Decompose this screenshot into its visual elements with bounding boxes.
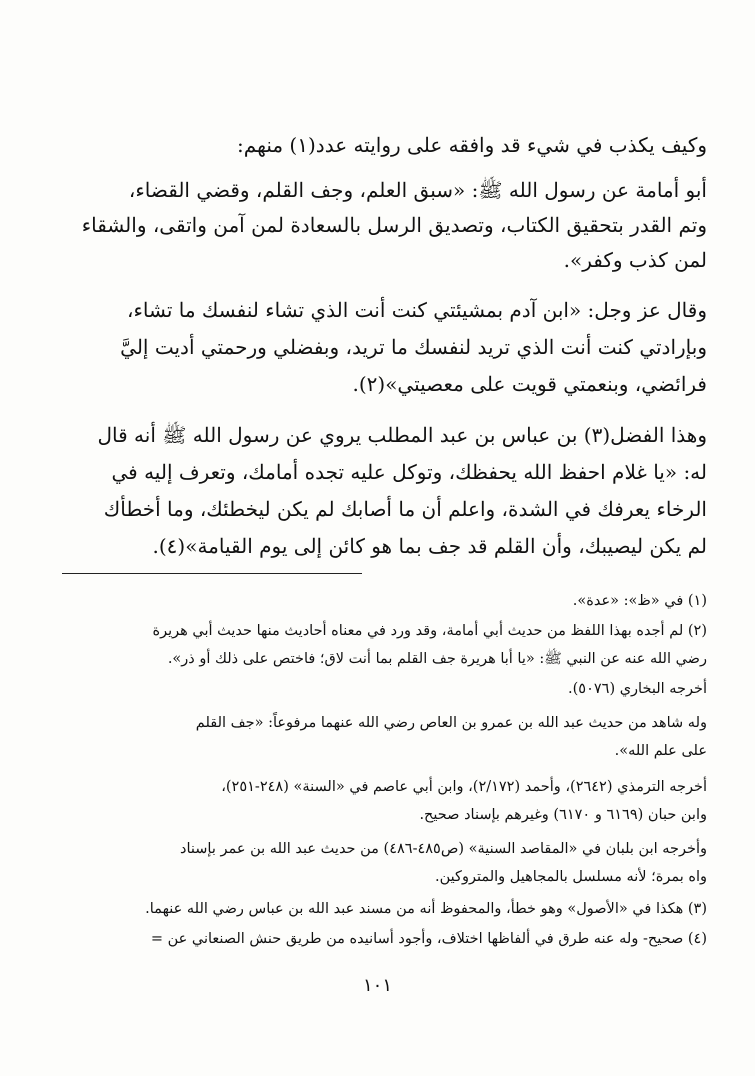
paragraph-1-line: أبو أمامة عن رسول الله ﷺ: «سبق العلم، وجف القلم، وقضي القضاء،: [128, 178, 707, 202]
footnote-line: رضي الله عنه عن النبي ﷺ: «يا أبا هريرة جف القلم بما أنت لاق؛ فاختص على ذلك أو ذر».: [167, 651, 707, 667]
intro-line: وكيف يكذب في شيء قد وافقه على روايته عدد(١) منهم:: [237, 133, 707, 157]
paragraph-1-line: لمن كذب وكفر».: [563, 248, 707, 272]
footnote-line: وله شاهد من حديث عبد الله بن عمرو بن العاص رضي الله عنهما مرفوعاً: «جف القلم: [195, 715, 707, 731]
paragraph-1-line: وتم القدر بتحقيق الكتاب، وتصديق الرسل بالسعادة لمن آمن واتقى، والشقاء: [81, 213, 707, 237]
footnote-line: وأخرجه ابن بلبان في «المقاصد السنية» (ص٤٨٥-٤٨٦) من حديث عبد الله بن عمر بإسناد: [180, 841, 707, 857]
footnote-line: على علم الله».: [614, 743, 707, 759]
footnote-line: (٢) لم أجده بهذا اللفظ من حديث أبي أمامة، وقد ورد في معناه أحاديث منها حديث أبي هريرة: [152, 623, 707, 639]
paragraph-2-line: وقال عز وجل: «ابن آدم بمشيئتي كنت أنت الذي تشاء لنفسك ما تشاء،: [127, 298, 707, 322]
page-number: ١٠١: [362, 975, 392, 996]
paragraph-3-line: له: «يا غلام احفظ الله يحفظك، وتوكل عليه تجده أمامك، وتعرف إليه في: [111, 460, 707, 484]
footnote-line: (١) في «ظ»: «عدة».: [572, 593, 707, 609]
footnote-line: أخرجه البخاري (٥٠٧٦).: [568, 681, 707, 697]
paragraph-3-line: لم يكن ليصيبك، وأن القلم قد جف بما هو كائن إلى يوم القيامة»(٤).: [152, 534, 707, 558]
footnote-line: وابن حبان (٦١٦٩ و ٦١٧٠) وغيرهم بإسناد صحيح.: [419, 807, 707, 823]
footnote-line: أخرجه الترمذي (٢٦٤٢)، وأحمد (٢/١٧٢)، وابن أبي عاصم في «السنة» (٢٤٨-٢٥١)،: [221, 779, 707, 795]
paragraph-3-line: الرخاء يعرفك في الشدة، واعلم أن ما أصابك لم يكن ليخطئك، وما أخطأك: [103, 497, 707, 521]
paragraph-2-line: وبإرادتي كنت أنت الذي تريد لنفسك ما تريد، وبفضلي ورحمتي أديت إليَّ: [120, 335, 707, 359]
paragraph-3-line: وهذا الفضل(٣) بن عباس بن عبد المطلب يروي عن رسول الله ﷺ أنه قال: [97, 423, 707, 447]
footnote-divider: [62, 573, 362, 574]
footnote-line: واه بمرة؛ لأنه مسلسل بالمجاهيل والمتروكين.: [435, 869, 707, 885]
paragraph-2-line: فرائضي، وبنعمتي قويت على معصيتي»(٢).: [352, 372, 707, 396]
footnote-line: (٣) هكذا في «الأصول» وهو خطأ، والمحفوظ أنه من مسند عبد الله بن عباس رضي الله عنهما.: [145, 901, 707, 917]
footnote-line: (٤) صحيح- وله عنه طرق في ألفاظها اختلاف، وأجود أسانيده من طريق حنش الصنعاني عن =: [150, 931, 707, 947]
